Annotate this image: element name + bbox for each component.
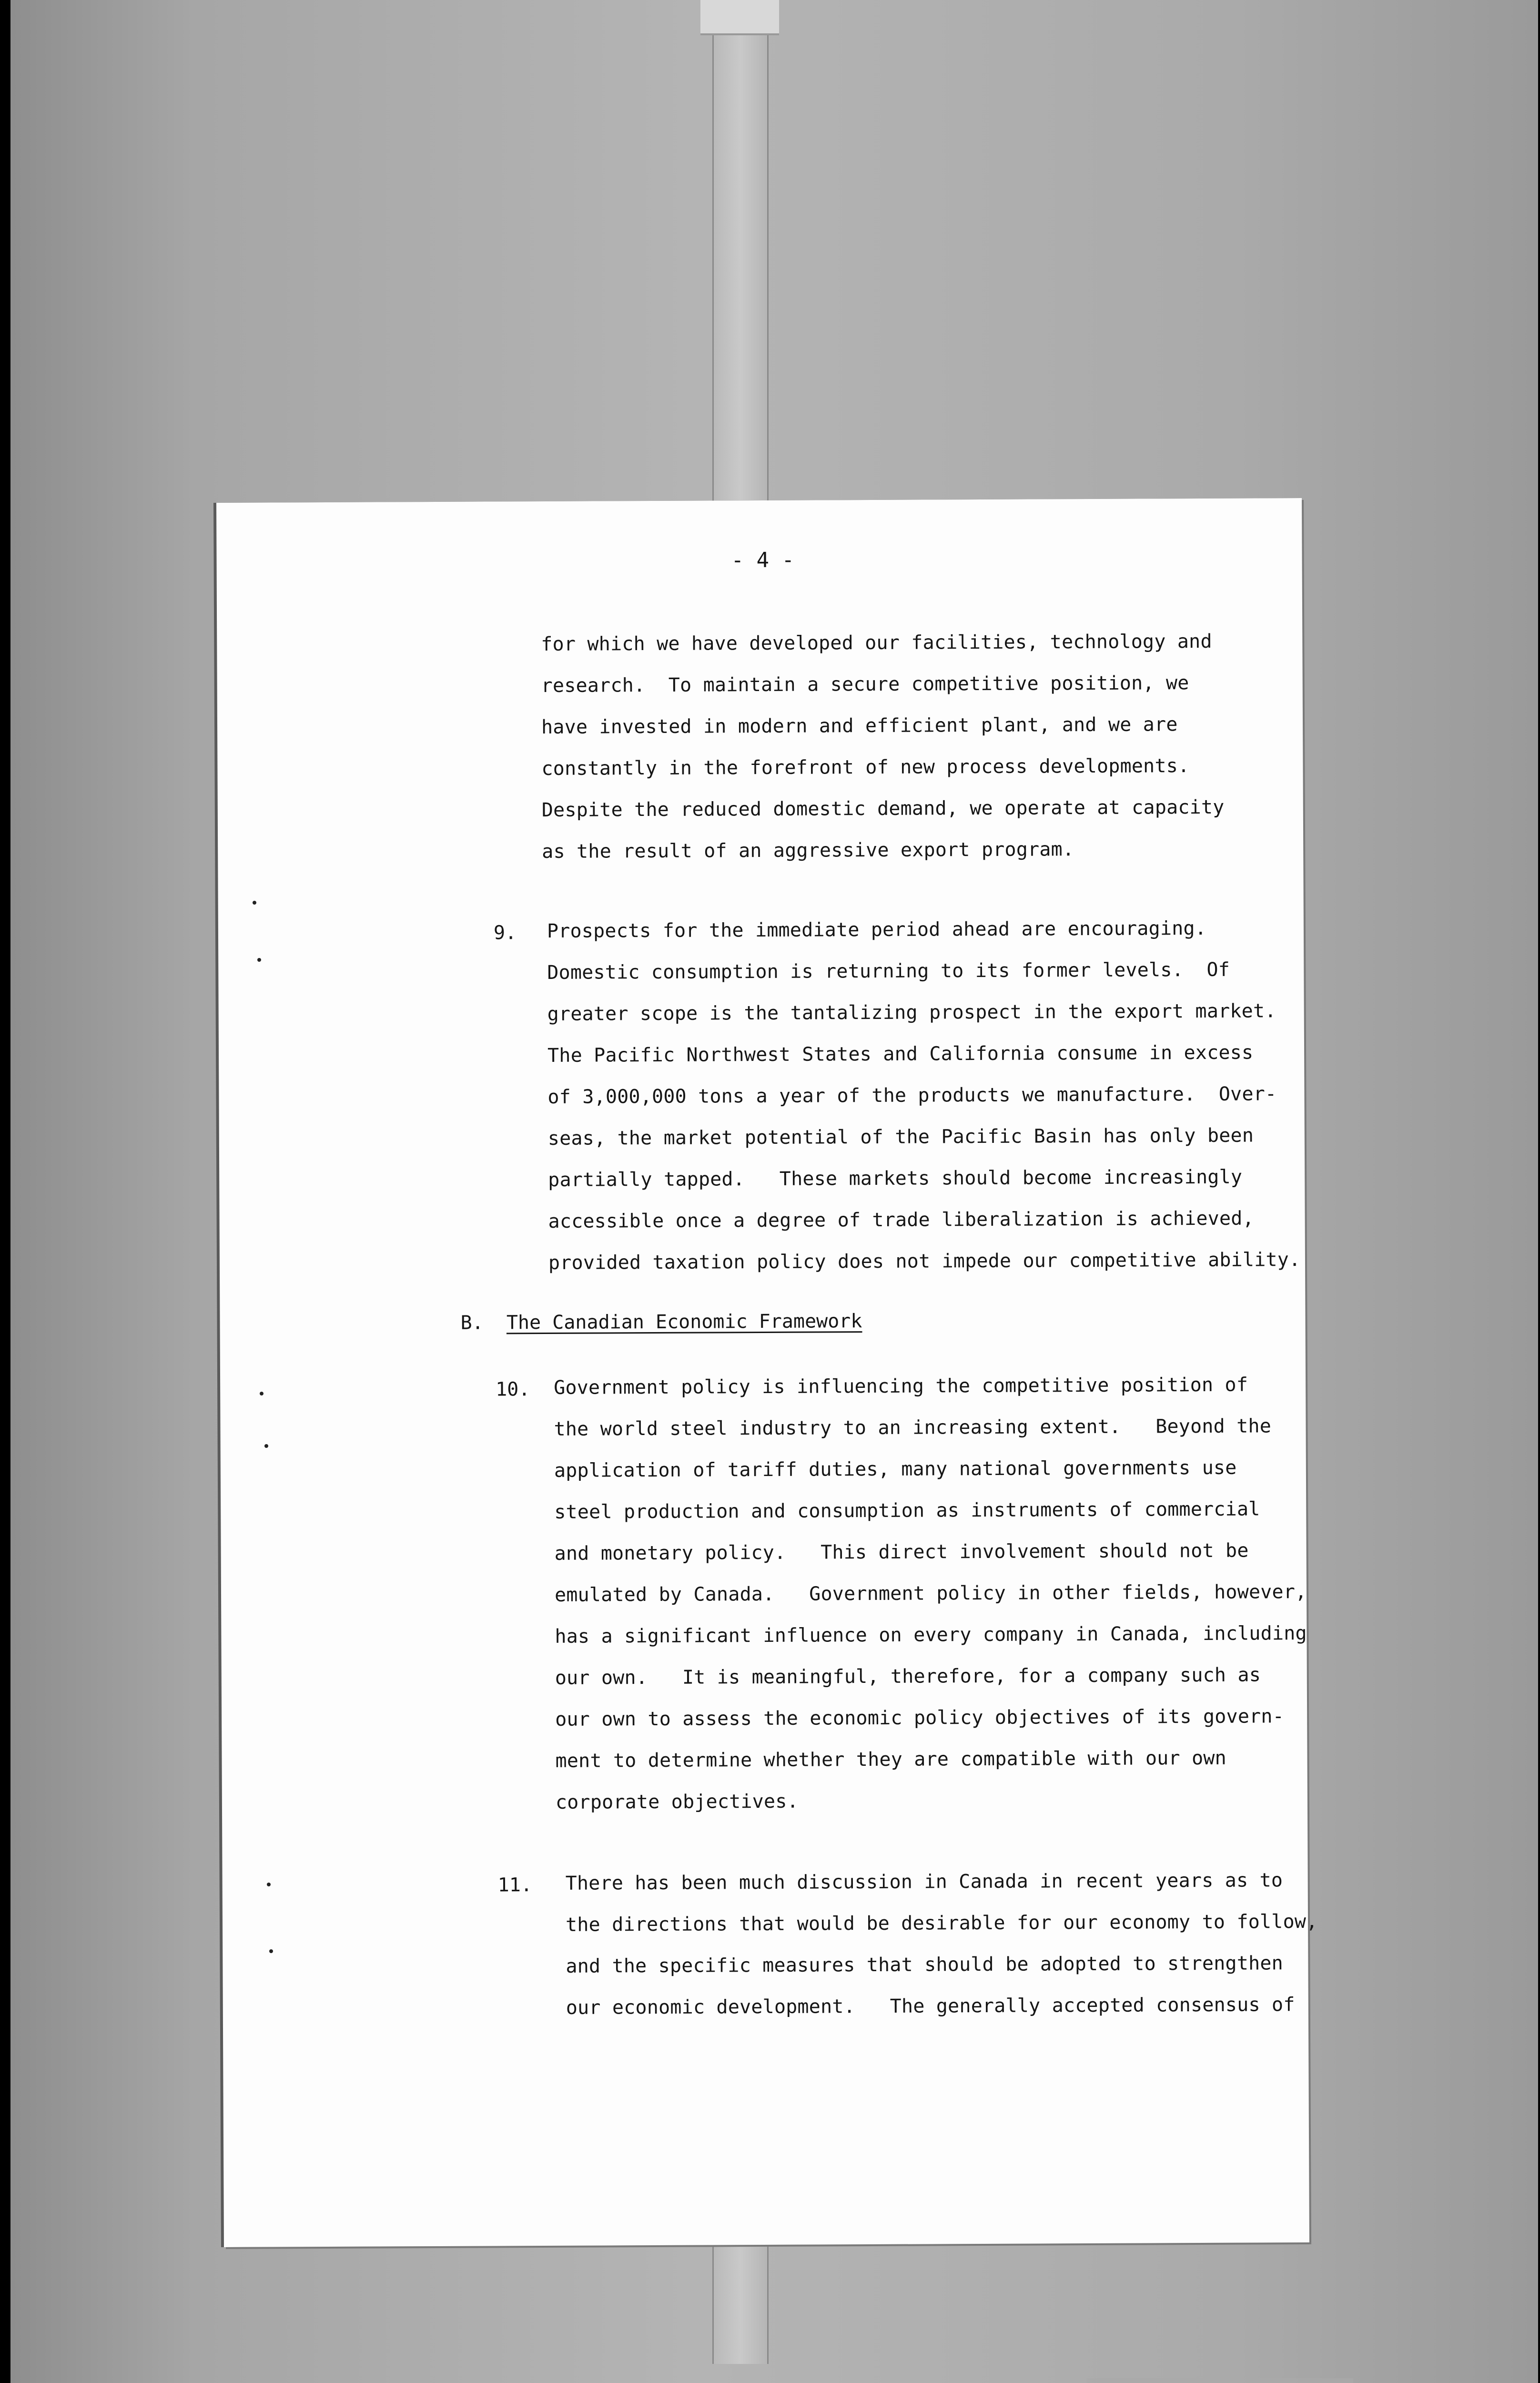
film-speck [264,1444,268,1448]
paragraph-number: 11. [497,1874,533,1896]
text-line: as the result of an aggressive export program. [542,838,1074,863]
text-line: greater scope is the tantalizing prospect in the export market. [547,1000,1277,1025]
text-line: for which we have developed our facilities, technology and [541,630,1212,656]
text-line: have invested in modern and efficient plant, and we are [541,713,1178,739]
film-speck [269,1949,273,1953]
text-line: and the specific measures that should be adopted to strengthen [566,1952,1284,1977]
tape-corner [1086,2378,1353,2383]
text-line: There has been much discussion in Canada in recent years as to [565,1869,1283,1894]
text-line: partially tapped. These markets should become increasingly [548,1166,1243,1191]
paragraph-number: 10. [496,1378,530,1401]
text-line: the directions that would be desirable for our economy to follow, [565,1910,1318,1936]
text-line: Despite the reduced domestic demand, we operate at capacity [541,796,1225,822]
text-line: Government policy is influencing the competitive position of [554,1374,1248,1399]
page-number: - 4 - [731,548,795,573]
text-line: The Pacific Northwest States and California consume in excess [547,1041,1254,1067]
text-line: corporate objectives. [555,1790,799,1813]
film-speck [260,1392,263,1395]
text-line: accessible once a degree of trade liberalization is achieved, [548,1207,1254,1232]
text-line: our own to assess the economic policy objectives of its govern- [555,1705,1285,1731]
text-line: our own. It is meaningful, therefore, for a company such as [555,1664,1261,1689]
paragraph-number: 9. [493,922,517,944]
text-line: emulated by Canada. Government policy in other fields, however, [554,1581,1307,1606]
text-line: has a significant influence on every company in Canada, including [555,1622,1307,1648]
text-line: ment to determine whether they are compatible with our own [555,1747,1226,1772]
text-line: of 3,000,000 tons a year of the products we manufacture. Over- [547,1083,1277,1108]
document-page [216,498,1318,2247]
text-line: application of tariff duties, many national governments use [554,1456,1237,1482]
mounting-tape [700,0,779,35]
section-heading [460,1310,862,1334]
section-letter: B. [460,1312,484,1334]
film-speck [267,1883,271,1886]
text-line: provided taxation policy does not impede our competitive ability. [548,1249,1301,1274]
film-speck [253,901,256,905]
text-line: Prospects for the immediate period ahead are encouraging. [547,917,1207,942]
text-line: Domestic consumption is returning to its former levels. Of [547,958,1230,984]
section-title: The Canadian Economic Framework [506,1310,862,1334]
text-line: seas, the market potential of the Pacific Basin has only been [547,1124,1254,1150]
text-line: the world steel industry to an increasing extent. Beyond the [554,1415,1272,1440]
text-line: and monetary policy. This direct involvement should not be [554,1539,1249,1565]
text-line: steel production and consumption as instruments of commercial [554,1498,1260,1523]
text-line: research. To maintain a secure competitive position, we [541,672,1189,697]
film-speck [257,958,261,962]
text-line: constantly in the forefront of new process developments. [541,755,1190,780]
text-line: our economic development. The generally accepted consensus of [566,1994,1295,2019]
